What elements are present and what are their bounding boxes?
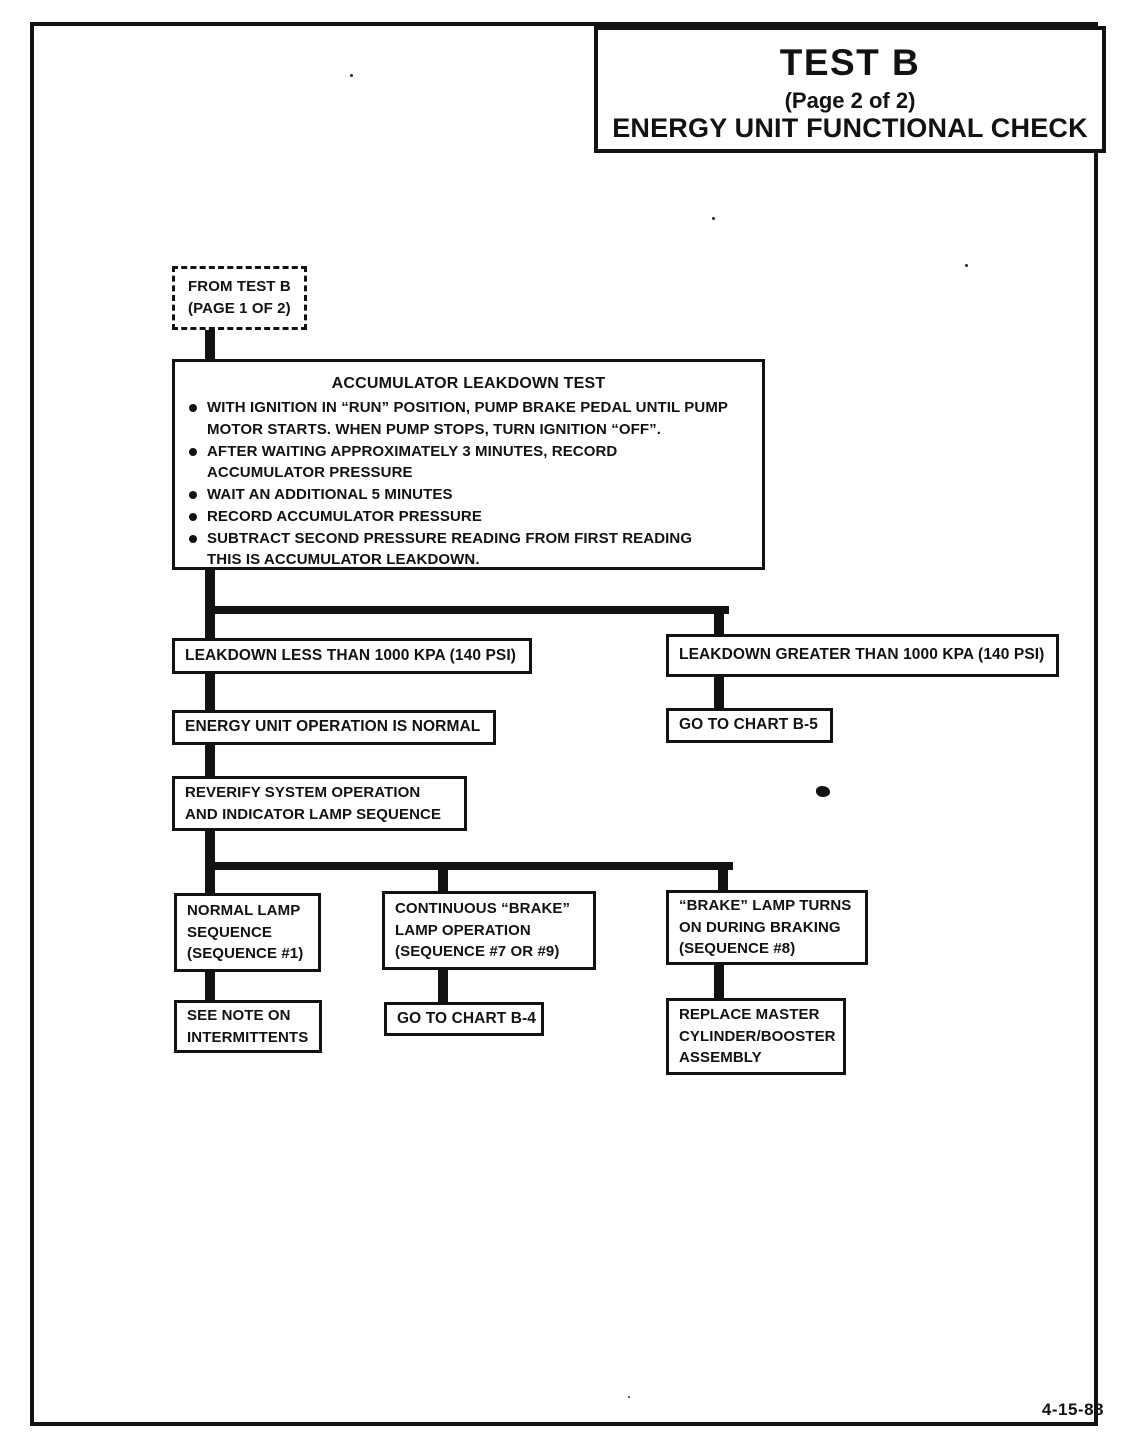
accumulator-bullet — [175, 528, 762, 572]
connector-normal-note — [205, 972, 215, 1000]
replace-master-line: CYLINDER/BOOSTER — [679, 1027, 836, 1045]
scan-speck — [628, 1396, 630, 1398]
continuous-brake-line: CONTINUOUS “BRAKE” — [395, 899, 571, 917]
bullet-icon — [189, 404, 197, 412]
leakdown-less-label: LEAKDOWN LESS THAN 1000 KPA (140 PSI) — [185, 646, 516, 664]
normal-lamp-line: (SEQUENCE #1) — [187, 945, 304, 963]
replace-master-line: REPLACE MASTER — [679, 1005, 820, 1023]
goto-chart-b5-node — [666, 708, 833, 743]
continuous-brake-line: (SEQUENCE #7 OR #9) — [395, 943, 560, 961]
accumulator-bullet — [175, 484, 762, 506]
connector-branch1-horizontal — [205, 606, 729, 614]
replace-master-line: ASSEMBLY — [679, 1049, 762, 1067]
accumulator-title: ACCUMULATOR LEAKDOWN TEST — [331, 375, 606, 392]
connector-branch2-middle — [438, 862, 448, 891]
brake-during-line: “BRAKE” LAMP TURNS — [679, 896, 852, 914]
goto-chart-b5-label: GO TO CHART B-5 — [679, 716, 818, 734]
bullet-text: AFTER WAITING APPROXIMATELY 3 MINUTES, RECORD — [207, 442, 618, 460]
leakdown-greater-label: LEAKDOWN GREATER THAN 1000 KPA (140 PSI) — [679, 646, 1045, 664]
brake-during-line: ON DURING BRAKING — [679, 918, 841, 936]
start-node — [172, 266, 307, 330]
replace-master-node — [666, 998, 846, 1075]
bullet-icon — [189, 513, 197, 521]
connector-branch2-right — [718, 862, 728, 890]
scan-speck — [712, 217, 715, 220]
scan-speck — [965, 264, 968, 267]
see-note-line: SEE NOTE ON — [187, 1006, 291, 1024]
reverify-node — [172, 776, 467, 831]
start-line: FROM TEST B — [188, 278, 291, 296]
normal-lamp-line: SEQUENCE — [187, 923, 272, 941]
see-note-line: INTERMITTENTS — [187, 1028, 309, 1046]
reverify-line: AND INDICATOR LAMP SEQUENCE — [185, 805, 442, 823]
brake-during-braking-node — [666, 890, 868, 965]
footer-date: 4-15-88 — [1041, 1400, 1104, 1419]
connector-brake-replace — [714, 965, 724, 998]
page-heading: ENERGY UNIT FUNCTIONAL CHECK — [612, 113, 1088, 144]
leakdown-greater-node — [666, 634, 1059, 677]
bullet-text: WAIT AN ADDITIONAL 5 MINUTES — [207, 486, 453, 504]
bullet-text: MOTOR STARTS. WHEN PUMP STOPS, TURN IGNITION “OFF”. — [207, 420, 662, 438]
accumulator-bullet — [175, 506, 762, 528]
connector-continuous-b4 — [438, 970, 448, 1002]
scan-speck — [350, 74, 353, 77]
normal-lamp-node — [174, 893, 321, 972]
connector-start-accumulator — [205, 330, 215, 360]
bullet-icon — [189, 491, 197, 499]
normal-lamp-line: NORMAL LAMP — [187, 901, 301, 919]
start-line: (PAGE 1 OF 2) — [188, 300, 291, 317]
bullet-icon — [189, 535, 197, 543]
energy-normal-label: ENERGY UNIT OPERATION IS NORMAL — [185, 718, 481, 736]
page-subtitle: (Page 2 of 2) — [784, 87, 916, 113]
goto-chart-b4-node — [384, 1002, 544, 1036]
bullet-text: WITH IGNITION IN “RUN” POSITION, PUMP BRAKE PEDAL UNTIL PUMP — [207, 399, 729, 417]
energy-normal-node — [172, 710, 496, 745]
page-title: TEST B — [779, 42, 921, 83]
leakdown-less-node — [172, 638, 532, 674]
reverify-line: REVERIFY SYSTEM OPERATION — [185, 783, 421, 801]
connector-branch1-right — [714, 606, 724, 636]
brake-during-line: (SEQUENCE #8) — [679, 940, 796, 958]
connector-normal-reverify — [205, 745, 215, 776]
bullet-text: ACCUMULATOR PRESSURE — [207, 464, 413, 482]
title-block — [594, 26, 1106, 153]
continuous-brake-node — [382, 891, 596, 970]
accumulator-bullet — [175, 397, 762, 441]
bullet-icon — [189, 448, 197, 456]
accumulator-bullet — [175, 441, 762, 485]
continuous-brake-line: LAMP OPERATION — [395, 921, 531, 939]
connector-less-normal — [205, 674, 215, 710]
accumulator-leakdown-test-node — [172, 359, 765, 570]
connector-accumulator-left — [205, 570, 215, 638]
bullet-text: RECORD ACCUMULATOR PRESSURE — [207, 507, 482, 525]
connector-branch2-horizontal — [205, 862, 733, 870]
bullet-text: THIS IS ACCUMULATOR LEAKDOWN. — [207, 551, 480, 569]
goto-chart-b4-label: GO TO CHART B-4 — [397, 1009, 536, 1027]
see-note-node — [174, 1000, 322, 1053]
connector-greater-b5 — [714, 677, 724, 708]
scan-speck — [816, 786, 830, 797]
bullet-text: SUBTRACT SECOND PRESSURE READING FROM FIRST READING — [207, 529, 693, 547]
